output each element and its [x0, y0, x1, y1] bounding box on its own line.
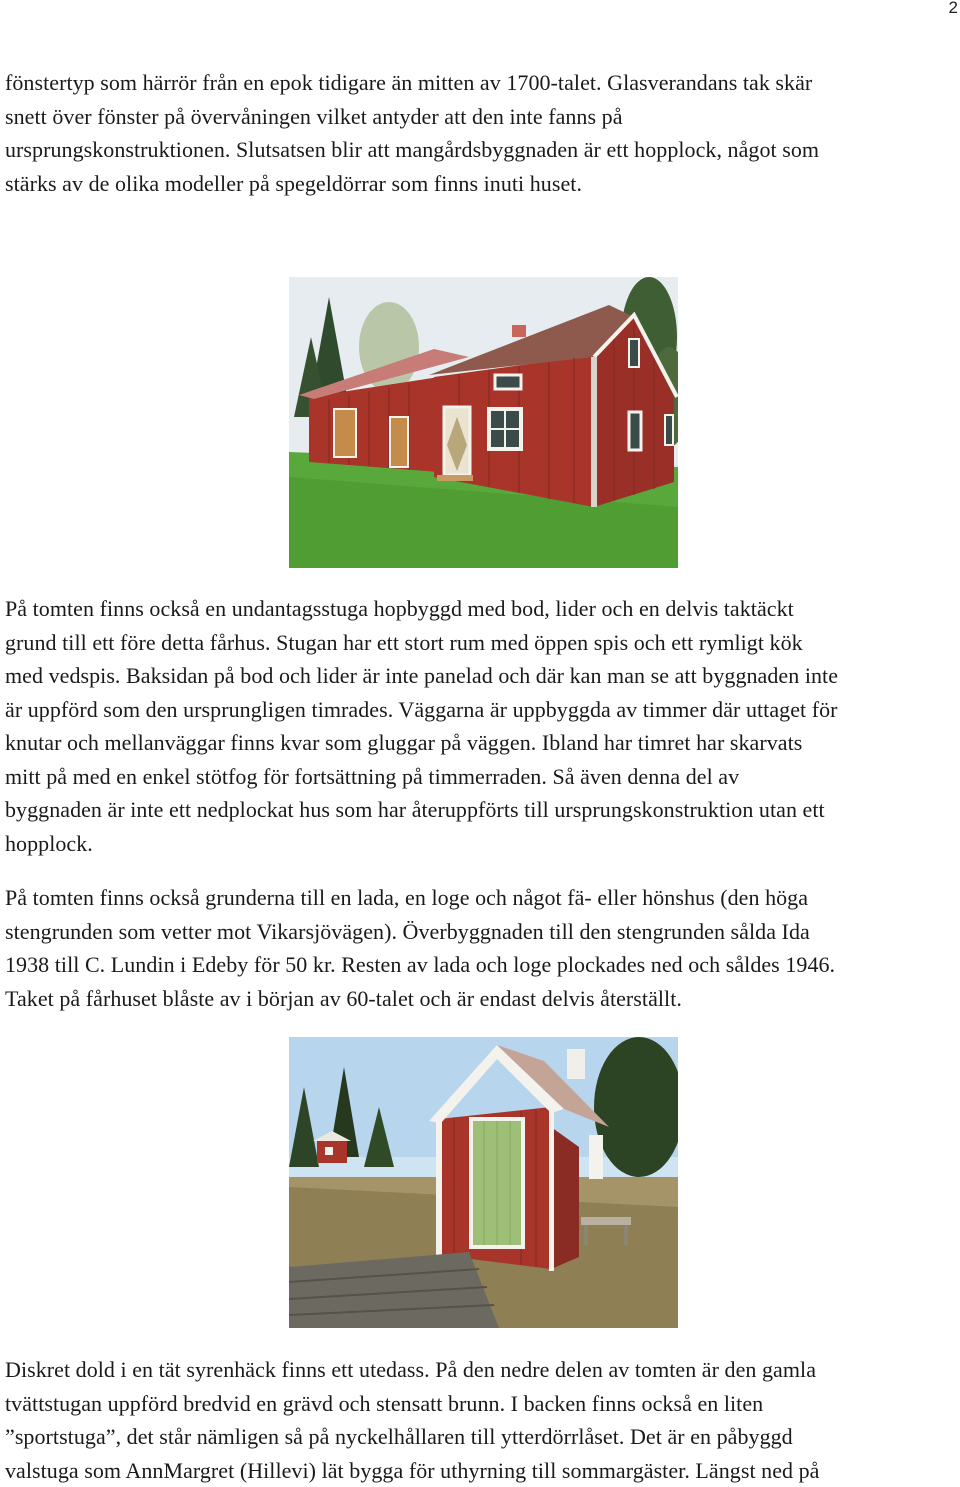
paragraph-outbuildings: Diskret dold i en tät syrenhäck finns ett utedass. På den nedre delen av tomten är den gamla tvättstugan uppförd bredvid en grävd och stensatt brunn. I backen finns också en liten ”sportstuga”, det står nämligen så på nyckelhållaren till ytterdörrlåset. Det är en påbyggd valstuga som AnnMargret (Hillevi) lät bygga för uthyrning till sommargäster. Längst ned på: [5, 1357, 820, 1483]
paragraph-foundations: På tomten finns också grunderna till en lada, en loge och något fä- eller hönshus (den höga stengrunden som vetter mot Vikarsjövägen). Överbyggnaden till den stengrunden sålda Ida 1938 till C. Lundin i Edeby för 50 kr. Resten av lada och loge plockades ned och såldes 1946. Taket på fårhuset blåste av i början av 60-talet och är endast delvis återställt.: [5, 885, 836, 1011]
paragraph-main-building: fönstertyp som härrör från en epok tidigare än mitten av 1700-talet. Glasverandans tak skär snett över fönster på övervåningen vilket antyder att den inte fanns på ursprungskonstruktionen. Slutsatsen blir att mangårdsbyggnaden är ett hopplock, något som stärks av de olika modeller på spegeldörrar som finns inuti huset.: [5, 70, 820, 196]
photo-red-shed-green-door: [289, 1037, 678, 1328]
page-number: 2: [948, 0, 958, 17]
photo-red-house-with-annex: [289, 277, 678, 568]
paragraph-annex-cottage: På tomten finns också en undantagsstuga hopbyggd med bod, lider och en delvis taktäckt grund till ett före detta fårhus. Stugan har ett stort rum med öppen spis och ett rymligt kök med vedspis. Baksidan på bod och lider är inte panelad och där kan man se att byggnaden inte är uppförd som den ursprungligen timrades. Väggarna är uppbyggda av timmer där uttaget för knutar och mellanväggar finns kvar som gluggar på väggen. Ibland har timret har skarvats mitt på med en enkel stötfog för fortsättning på timmerraden. Så även denna del av byggnaden är inte ett nedplockat hus som har återuppförts till ursprungskonstruktion utan ett hopplock.: [5, 596, 839, 856]
